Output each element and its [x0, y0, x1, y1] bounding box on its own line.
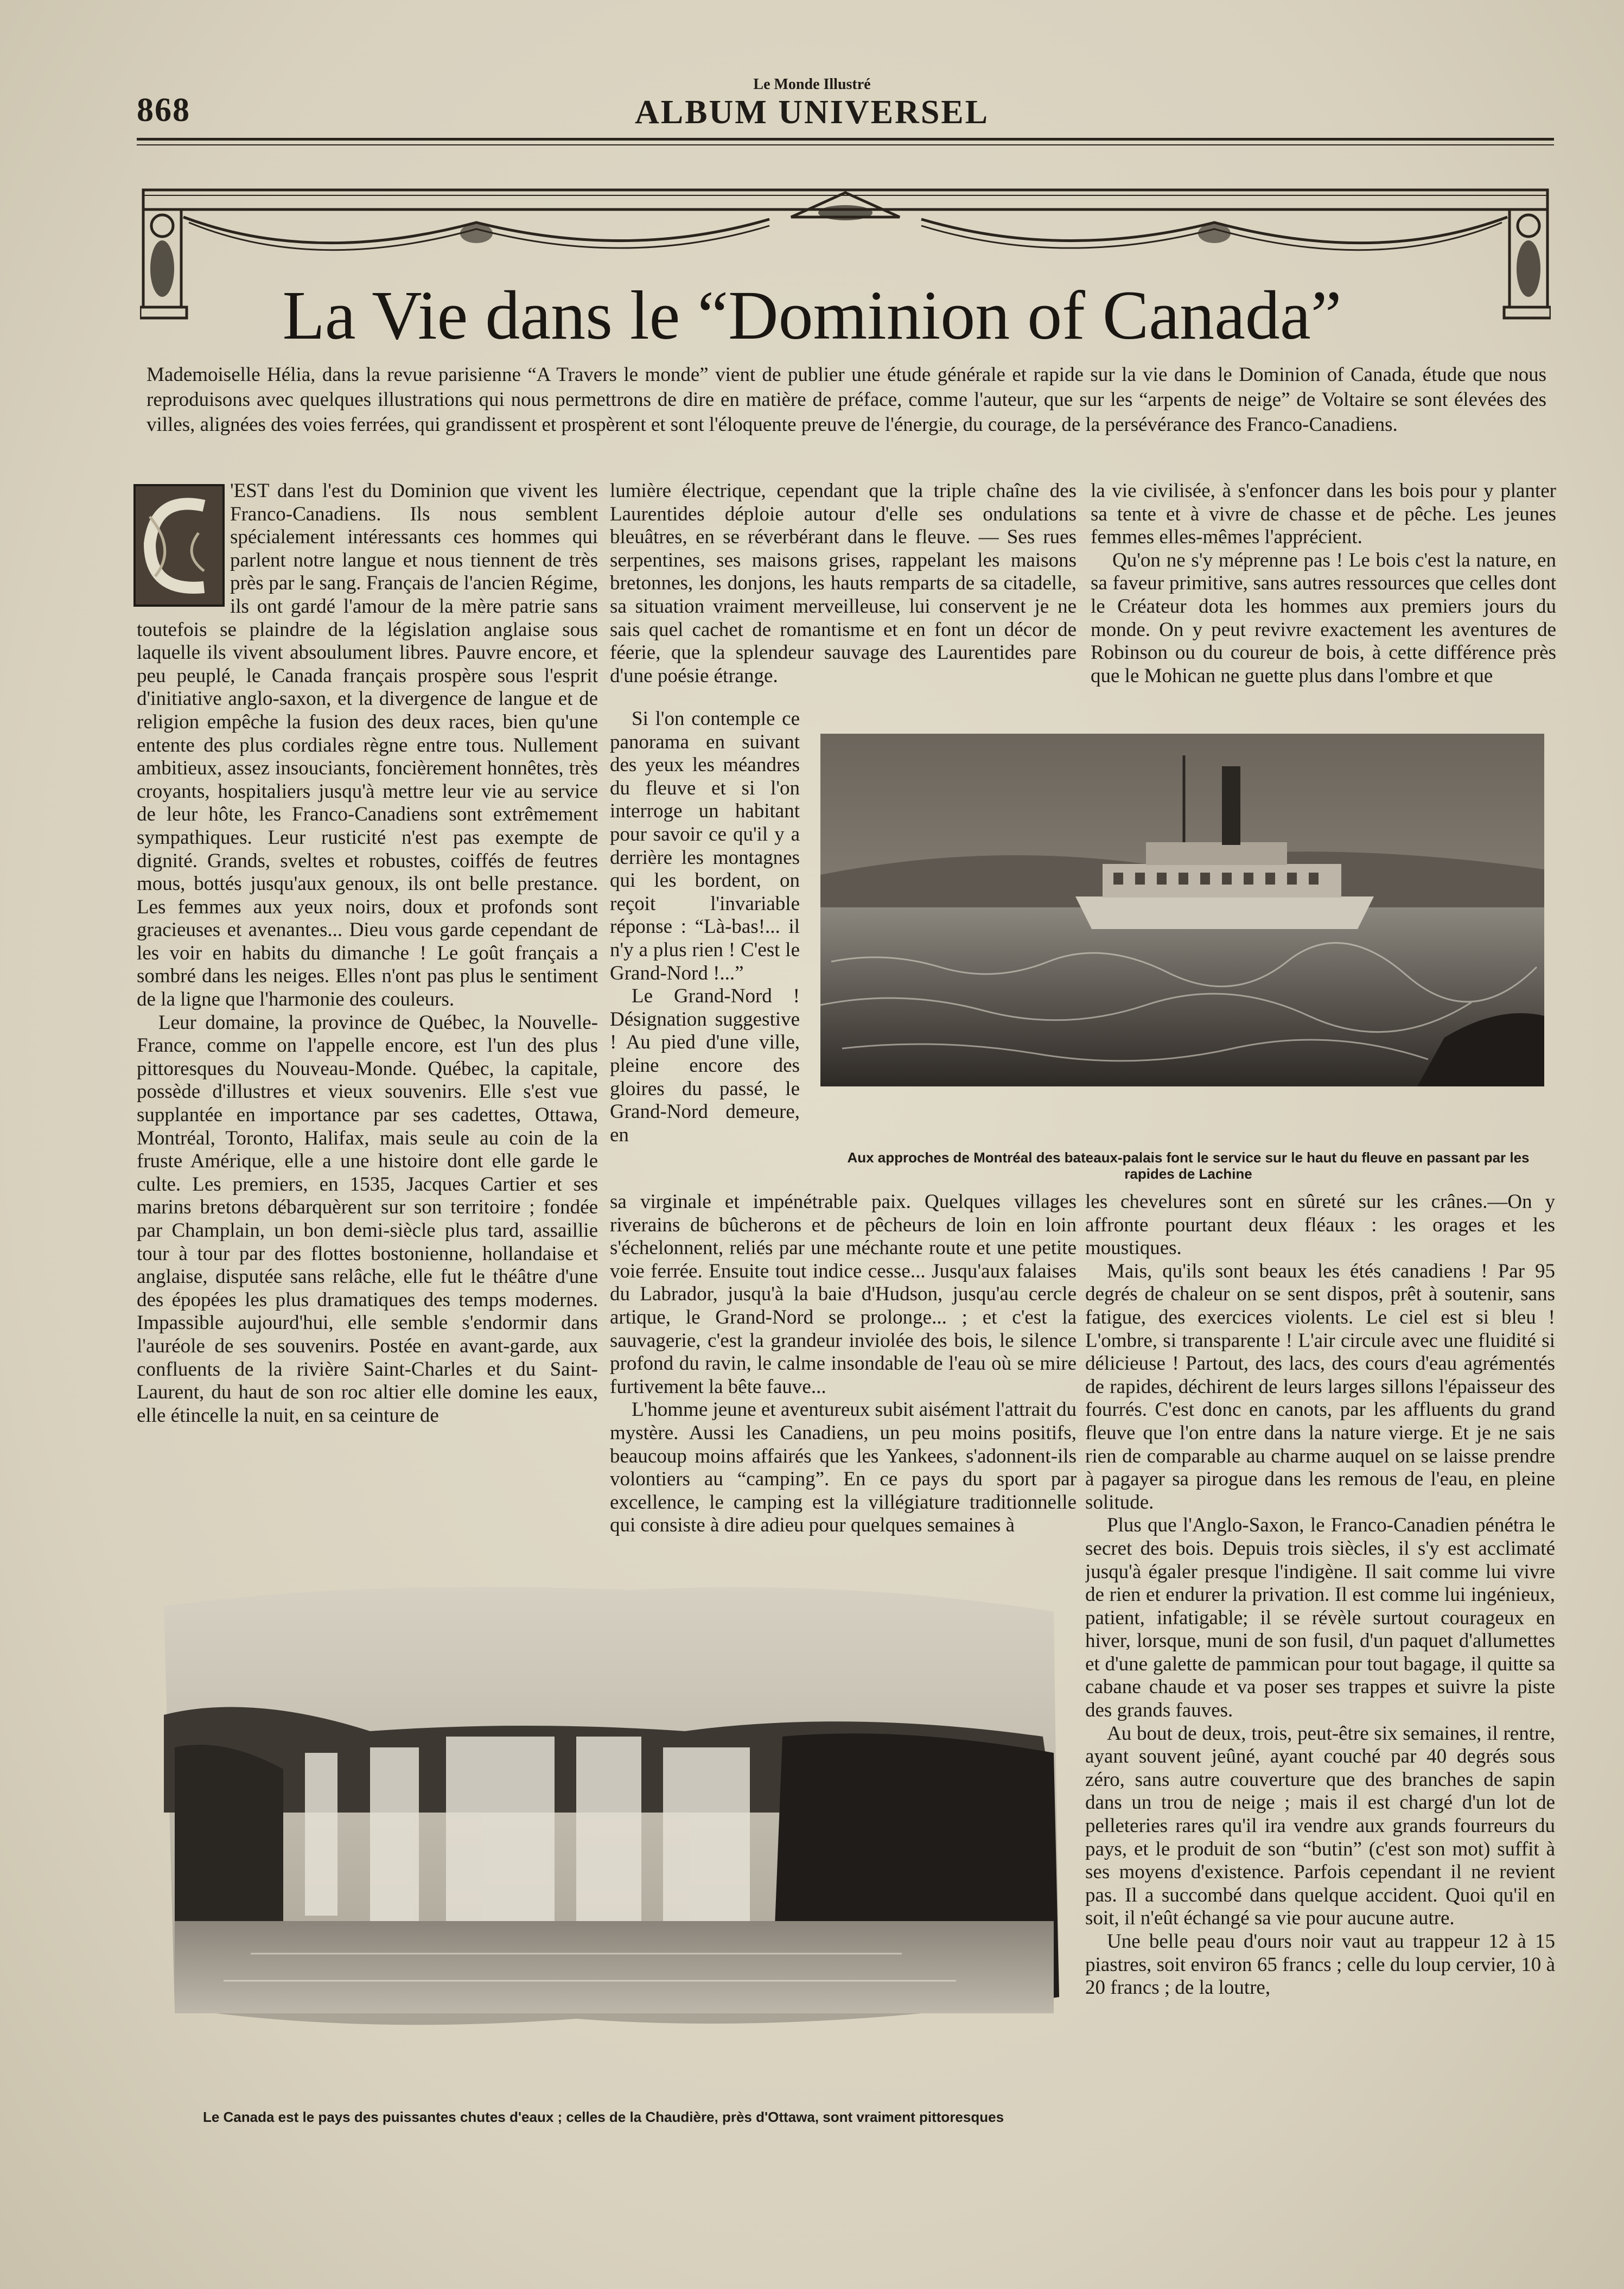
waterfall-photo — [142, 1574, 1065, 2046]
col2-paragraph-4: sa virginale et impénétrable paix. Quelques villages riverains de bûcherons et de pêcheurs de loin en loin s'échelonnent, reliés par une méchante route et une petite voie ferrée. Ensuite tout indice cesse... Jusqu'aux falaises du Labrador, jusqu'à la baie d'Hudson, jusqu'au cercle artique, le Grand-Nord se prolonge... ; et c'est la sauvagerie, c'est la grandeur inviolée des bois, le silence profond du ravin, le calme insondable de l'eau où se mire furtivement la bête fauve... — [610, 1191, 1077, 1398]
header-rule-thin — [137, 144, 1554, 145]
col1-paragraph-2: Leur domaine, la province de Québec, la Nouvelle-France, comme on l'appelle encore, est l'un des plus pittoresques du Nouveau-Monde. Québec, la capitale, possède d'illustres et vieux souvenirs. Elle s'est vue supplantée en importance par ses cadettes, Ottawa, Montréal, Toronto, Halifax, mais seule au coin de la fruste Amérique, elle a une histoire dont elle garde le culte. Les premiers, en 1535, Jacques Cartier et ses marins bretons débarquèrent sur son territoire ; fondée par Champlain, un bon demi-siècle plus tard, assaillie tour à tour par des flottes bostonienne, hollandaise et anglaise, disputée sans relâche, elle fut le théâtre d'une des épopées les plus dramatiques des temps modernes. Impassible aujourd'hui, elle semble s'endormir dans l'auréole de ses souvenirs. Postée en avant-garde, aux confluents de la rivière Saint-Charles et du Saint-Laurent, du haut de son roc altier elle domine les eaux, elle étincelle la nuit, en sa ceinture de — [137, 1011, 598, 1427]
article-intro: Mademoiselle Hélia, dans la revue parisienne “A Travers le monde” vient de publier une étude générale et rapide sur la vie dans le Dominion of Canada, étude que nous reproduisons avec quelques illustrations qui nous permettrons de dire en matière de préface, comme l'auteur, que sur les “arpents de neige” de Voltaire se sont élevées des villes, alignées des voies ferrées, qui grandissent et prospèrent et sont l'éloquente preuve de l'énergie, du courage, de la persévérance des Franco-Canadiens. — [147, 364, 1546, 436]
steamer-photo — [820, 734, 1544, 1086]
column-2-bottom — [610, 1191, 1077, 1562]
col3-paragraph-6: Au bout de deux, trois, peut-être six semaines, il rentre, ayant souvent jeûné, ayant couché par 40 degrés sous zéro, sans autre couverture que des branches de sapin dans un trou de neige ; mais il est chargé d'un lot de pelleteries rares qu'il ira vendre aux grands fourreurs du pays, et le produit de son “butin” (c'est son mot) suffit à ses moyens d'existence. Parfois cependant il ne revient pas. Il a succombé dans quelque accident. Quoi qu'il en soit, il n'eût échangé sa vie pour aucune autre. — [1085, 1722, 1555, 1930]
col2-paragraph-2: Si l'on contemple ce panorama en suivant des yeux les méandres du fleuve et si l'on interroge un habitant pour savoir ce qu'il y a derrière les montagnes qui les bordent, on reçoit l'invariable réponse : “Là-bas!... il n'y a plus rien ! C'est le Grand-Nord !...” — [610, 708, 800, 984]
header-rule — [137, 138, 1554, 141]
col3-paragraph-2: Qu'on ne s'y méprenne pas ! Le bois c'est la nature, en sa faveur primitive, sans autres ressources que celles dont le Créateur dota les hommes aux premiers jours du monde. On y peut revivre exactement les aventures de Robinson ou du coureur de bois, à cette différence près que le Mohican ne guette plus dans l'ombre et que — [1091, 549, 1556, 687]
col3-paragraph-4: Mais, qu'ils sont beaux les étés canadiens ! Par 95 degrés de chaleur on se sent dispos, prêt à soutenir, sans fatigue, des exercices violents. Le ciel est si bleu ! L'ombre, si transparente ! L'air circule avec une fluidité si délicieuse ! Partout, des lacs, des cours d'eau agrémentés de rapides, déchirent de leurs larges sillons l'épaisseur des fourrés. C'est donc en canots, par les affluents du grand fleuve que l'on entre dans la nature vierge. Et je ne sais rien de comparable au charme auquel on se laisse prendre à pagayer sa pirogue dans les remous de l'eau, en pleine solitude. — [1085, 1260, 1555, 1514]
column-3-top — [1091, 480, 1556, 713]
col3-paragraph-7: Une belle peau d'ours noir vaut au trappeur 12 à 15 piastres, soit environ 65 francs ; celle du loup cervier, 10 à 20 francs ; de la loutre, — [1085, 1930, 1555, 1999]
column-2-top — [610, 480, 1077, 708]
col2-paragraph-3: Le Grand-Nord ! Désignation suggestive ! Au pied d'une ville, pleine encore des gloires du passé, le Grand-Nord demeure, en — [610, 985, 800, 1146]
page-number: 868 — [137, 92, 190, 129]
col2-paragraph-1: lumière électrique, cependant que la triple chaîne des Laurentides déploie autour d'elle ses ondulations bleuâtres, en se réverbérant dans le fleuve. — Ses rues serpentines, ses maisons grises, rappelant les maisons bretonnes, les donjons, les hauts remparts de sa citadelle, sa situation vraiment merveilleuse, lui conservent je ne sais quel cachet de romantisme et en font un décor de féerie, que la splendeur sauvage des Laurentides pare d'une poésie étrange. — [610, 480, 1077, 687]
steamer-caption: Aux approches de Montréal des bateaux-palais font le service sur le haut du fleuve en passant par les rapides de Lachine — [847, 1149, 1530, 1182]
waterfall-caption: Le Canada est le pays des puissantes chutes d'eaux ; celles de la Chaudière, près d'Ottawa, sont vraiment pittoresques — [202, 2109, 1004, 2125]
col3-paragraph-1: la vie civilisée, à s'enfoncer dans les bois pour y planter sa tente et à vivre de chasse et de pêche. Les jeunes femmes elles-mêmes l'apprécient. — [1091, 480, 1556, 549]
masthead-title: ALBUM UNIVERSEL — [634, 94, 990, 131]
col2-paragraph-5: L'homme jeune et aventureux subit aisément l'attrait du mystère. Aussi les Canadiens, un peu moins positifs, beaucoup moins affairés que les Yankees, s'adonnent-ils volontiers au “camping”. En ce pays du sport par excellence, le camping est la villégiature traditionnelle qui consiste à dire adieu pour quelques semaines à — [610, 1398, 1077, 1537]
article-title: La Vie dans le “Dominion of Canada” — [282, 277, 1342, 354]
col3-paragraph-5: Plus que l'Anglo-Saxon, le Franco-Canadien pénétra le secret des bois. Depuis trois siècles, il s'y est acclimaté jusqu'à égaler presque l'indigène. Il sait comme lui vivre de rien et endurer la privation. Il est comme lui ingénieux, patient, infatigable; il se révèle surtout courageux en hiver, lorsque, muni de son fusil, d'un paquet d'allumettes et d'une galette de pammican pour tout bagage, il quitte sa cabane chaude et va poser ses trappes et suivre la piste des grands fauves. — [1085, 1514, 1555, 1722]
column-3-bottom — [1085, 1191, 1555, 2214]
col3-paragraph-3: les chevelures sont en sûreté sur les crânes.—On y affronte pourtant deux fléaux : les orages et les moustiques. — [1085, 1191, 1555, 1260]
column-1 — [137, 480, 598, 1561]
column-2-narrow — [610, 708, 800, 1194]
masthead-subtitle: Le Monde Illustré — [753, 76, 871, 93]
col1-paragraph-1: 'EST dans l'est du Dominion que vivent les Franco-Canadiens. Ils nous semblent spécialement intéressants ces hommes qui parlent notre langue et nous tiennent de très près par le sang. Français de l'ancien Régime, ils ont gardé l'amour de la mère patrie sans toutefois se plaindre de la législation anglaise sous laquelle ils vivent absoulument libres. Pauvre encore, et peu peuplé, le Canada français prospère sous l'esprit d'initiative anglo-saxon, et la divergence de langue et de religion empêche la fusion des deux races, bien qu'une entente des plus cordiales règne entre tous. Nullement ambitieux, assez insouciants, foncièrement honnêtes, très croyants, hospitaliers jusqu'à mettre leur vie au service de leur hôte, les Franco-Canadiens sont extrêmement sympathiques. Leur rusticité n'est pas exempte de dignité. Grands, sveltes et robustes, coiffés de feutres mous, bottés jusqu'aux genoux, ils ont belle prestance. Les femmes aux yeux noirs, doux et profonds sont gracieuses et avenantes... Dieu vous garde cependant de les voir en habits du dimanche ! Le goût français a sombré dans les neiges. Elles n'ont pas plus le sentiment de la ligne que l'harmonie des couleurs. — [137, 480, 598, 1011]
